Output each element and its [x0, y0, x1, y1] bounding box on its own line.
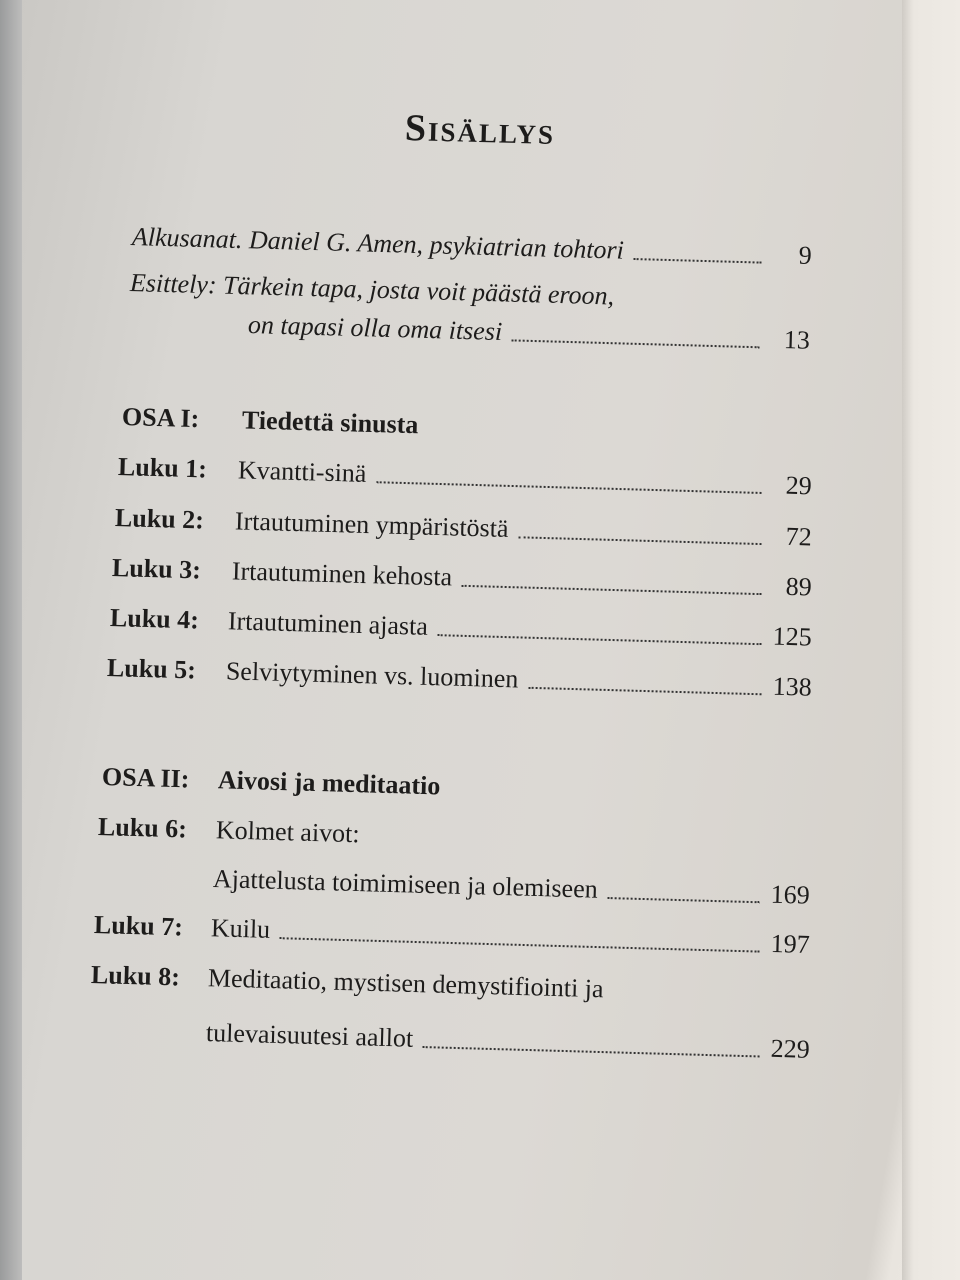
toc-entry-intro: [130, 268, 811, 317]
part-label: OSA II:: [101, 762, 190, 794]
part-label: OSA I:: [121, 402, 200, 434]
dot-leader: [423, 1045, 760, 1057]
page-number: 138: [772, 671, 813, 702]
entry-text: Alkusanat. Daniel G. Amen, psykiatrian tohtori: [131, 222, 625, 265]
page-number: 89: [785, 571, 813, 602]
chapter-label: Luku 5:: [106, 653, 197, 685]
chapter-entry: [94, 910, 811, 960]
dot-leader: [462, 584, 762, 595]
chapter-entry: [91, 960, 811, 1010]
chapter-title: Kvantti-sinä: [237, 455, 367, 488]
page-number: 29: [785, 470, 813, 501]
toc-title: Sisällys: [404, 107, 556, 153]
chapter-title: Kuilu: [210, 913, 271, 944]
chapter-label: Luku 2:: [114, 503, 205, 535]
dot-leader: [512, 338, 760, 348]
toc-entry-foreword: [132, 222, 813, 271]
entry-text: Esittely: Tärkein tapa, josta voit päästä eroon,: [129, 268, 615, 311]
chapter-label: Luku 4:: [109, 603, 200, 635]
part-heading-1: [122, 402, 813, 451]
chapter-title: Irtautuminen ajasta: [227, 606, 429, 641]
chapter-entry: [107, 653, 813, 703]
dot-leader: [280, 936, 760, 952]
page-number: 13: [783, 324, 811, 355]
chapter-title: Irtautuminen kehosta: [231, 556, 453, 592]
chapter-entry: [118, 452, 813, 501]
dot-leader: [376, 480, 761, 494]
page-number: 72: [785, 521, 813, 552]
chapter-title: tulevaisuutesi aallot: [205, 1018, 414, 1053]
chapter-label: Luku 1:: [117, 452, 208, 484]
chapter-title: Ajattelusta toimimiseen ja olemiseen: [212, 864, 599, 904]
chapter-entry: [110, 603, 813, 653]
dot-leader: [634, 257, 762, 264]
dot-leader: [528, 686, 761, 696]
page-number: 9: [798, 240, 813, 270]
chapter-entry: [98, 812, 811, 862]
dot-leader: [518, 535, 761, 545]
chapter-entry-cont: [206, 1018, 811, 1065]
part-title: Aivosi ja meditaatio: [217, 765, 441, 801]
dot-leader: [607, 896, 759, 903]
page-number: 169: [770, 879, 811, 910]
part-heading-2: [102, 762, 803, 812]
chapter-title: Meditaatio, mystisen demystifiointi ja: [207, 963, 604, 1004]
chapter-entry: [115, 503, 813, 552]
chapter-title: Kolmet aivot:: [215, 815, 361, 849]
page-right-edge: [902, 0, 960, 1280]
chapter-title: Selviytyminen vs. luominen: [225, 656, 519, 694]
page-left-edge: [0, 0, 22, 1280]
dot-leader: [438, 633, 762, 645]
chapter-label: Luku 6:: [97, 812, 188, 844]
part-title: Tiedettä sinusta: [241, 405, 419, 440]
entry-text: on tapasi olla oma itsesi: [247, 310, 503, 347]
page-number: 229: [770, 1033, 811, 1064]
chapter-title: Irtautuminen ympäristöstä: [234, 506, 509, 543]
page-number: 197: [770, 928, 811, 959]
chapter-label: Luku 3:: [111, 553, 202, 585]
chapter-entry: [112, 553, 813, 603]
toc-entry-intro-cont: [248, 310, 811, 356]
chapter-entry-cont: [213, 864, 811, 911]
chapter-label: Luku 8:: [90, 960, 181, 992]
page-number: 125: [772, 621, 813, 652]
chapter-label: Luku 7:: [93, 910, 184, 942]
